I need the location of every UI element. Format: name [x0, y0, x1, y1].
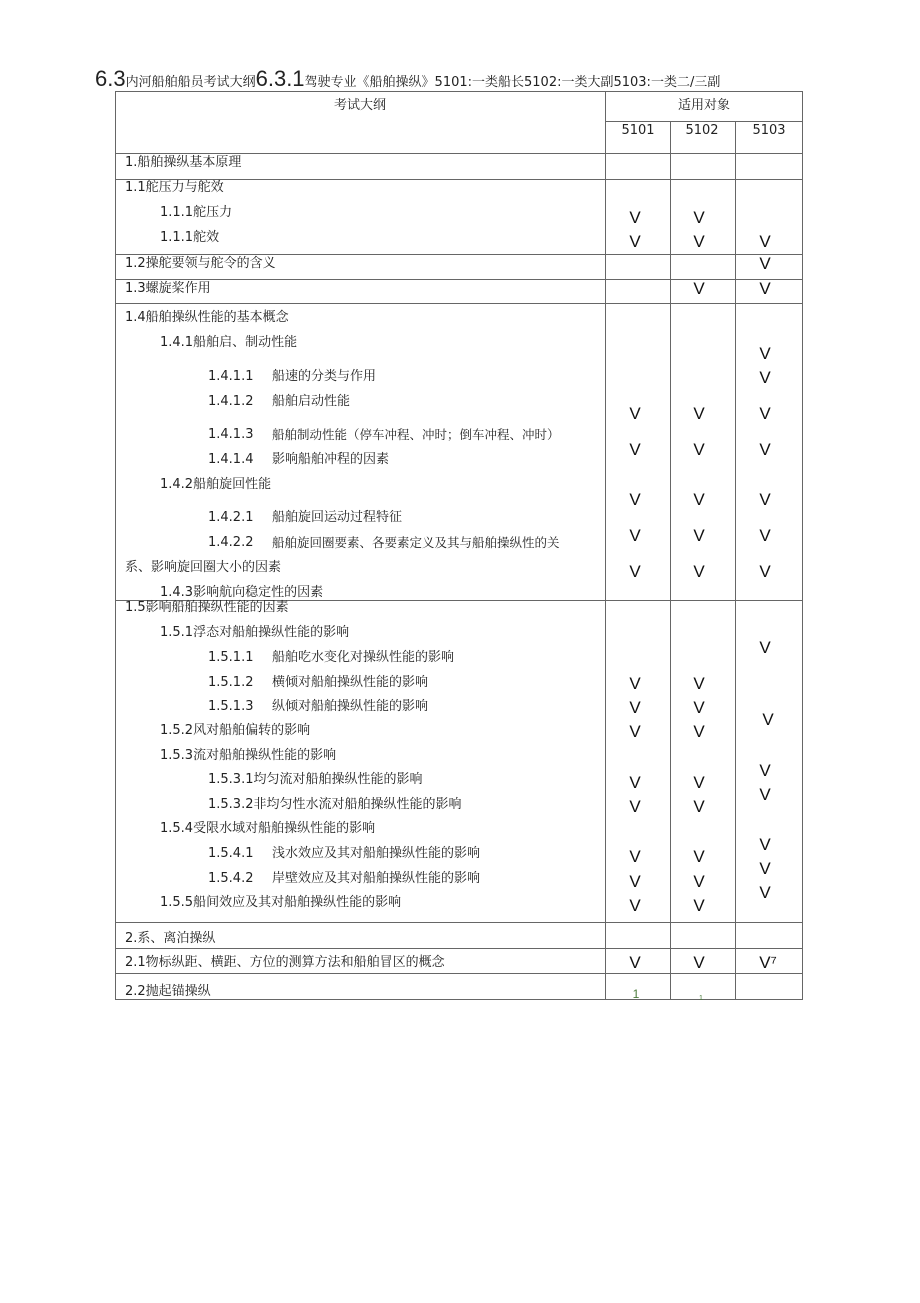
outline-number: 1.4.2.2 [208, 535, 254, 550]
check-mark: V [759, 785, 771, 804]
check-mark: V [693, 773, 705, 792]
outline-item: 纵倾对船舶操纵性能的影响 [272, 699, 429, 714]
check-mark: V⁷ [759, 953, 777, 972]
outline-item: 1.5.5船间效应及其对船舶操纵性能的影响 [160, 895, 402, 910]
header-5103: 5103 [752, 123, 786, 138]
outline-item: 横倾对船舶操纵性能的影响 [272, 675, 429, 690]
outline-item: 2.2抛起锚操纵 [125, 984, 211, 999]
check-mark: V [693, 440, 705, 459]
check-mark: V [762, 710, 774, 729]
outline-item: 1.5.2风对船舶偏转的影响 [160, 723, 311, 738]
outline-item: 1.2操舵要领与舵令的含义 [125, 256, 276, 271]
check-mark: V [629, 490, 641, 509]
outline-item: 1.5影响船舶操纵性能的因素 [125, 600, 289, 615]
header-target: 适用对象 [677, 98, 731, 113]
check-mark: V [629, 440, 641, 459]
check-mark: V [693, 722, 705, 741]
check-mark: V [629, 896, 641, 915]
check-mark: V [759, 883, 771, 902]
check-mark: V [693, 279, 705, 298]
header-5102: 5102 [685, 123, 719, 138]
check-mark: V [629, 562, 641, 581]
check-mark: V [759, 638, 771, 657]
row-divider [115, 303, 803, 304]
row-divider [115, 948, 803, 949]
outline-item: 船舶吃水变化对操纵性能的影响 [272, 650, 455, 665]
outline-number: 1.4.1.3 [208, 427, 254, 442]
check-mark: V [693, 232, 705, 251]
check-mark: V [629, 773, 641, 792]
check-mark: V [759, 368, 771, 387]
check-mark: V [759, 526, 771, 545]
outline-item: 1.5.3流对船舶操纵性能的影响 [160, 748, 337, 763]
check-mark: V [693, 562, 705, 581]
check-mark: V [693, 847, 705, 866]
check-mark: V [693, 698, 705, 717]
check-mark: V [693, 674, 705, 693]
outline-item: 1.4.2船舶旋回性能 [160, 477, 272, 492]
check-mark: V [693, 526, 705, 545]
outline-item: 1.4.1船舶启、制动性能 [160, 335, 298, 350]
check-mark: V [759, 859, 771, 878]
check-mark: V [629, 232, 641, 251]
check-mark: V [759, 404, 771, 423]
row-divider [605, 121, 803, 122]
column-divider [670, 121, 671, 1000]
outline-item: 船舶旋回运动过程特征 [272, 510, 403, 525]
check-mark: V [629, 208, 641, 227]
check-mark: V [693, 208, 705, 227]
outline-number: 1.5.1.1 [208, 650, 254, 665]
check-mark: V [629, 674, 641, 693]
outline-item: 1.5.4受限水域对船舶操纵性能的影响 [160, 821, 376, 836]
outline-item: 1.3螺旋桨作用 [125, 281, 211, 296]
check-mark: V [759, 562, 771, 581]
outline-item: 岸壁效应及其对船舶操纵性能的影响 [272, 871, 481, 886]
footnote-mark: 1 [632, 987, 640, 1001]
outline-item: 浅水效应及其对船舶操纵性能的影响 [272, 846, 481, 861]
outline-item: 2.1物标纵距、横距、方位的测算方法和船舶冒区的概念 [125, 955, 445, 970]
row-divider [115, 91, 803, 92]
check-mark: V [629, 722, 641, 741]
check-mark: V [759, 279, 771, 298]
check-mark: V [629, 404, 641, 423]
row-divider [115, 153, 803, 154]
check-mark: V [693, 797, 705, 816]
outline-item: 1.4.3影响航向稳定性的因素 [160, 585, 324, 600]
row-divider [115, 254, 803, 255]
check-mark: V [693, 490, 705, 509]
table-border [115, 91, 116, 1000]
outline-number: 1.4.2.1 [208, 510, 254, 525]
check-mark: V [629, 953, 641, 972]
check-mark: V [693, 404, 705, 423]
header-outline: 考试大纲 [333, 98, 387, 113]
subsection-title: 驾驶专业《船舶操纵》5101:一类船长5102:一类大副5103:一类二/三副 [304, 75, 721, 90]
outline-item: 船速的分类与作用 [272, 369, 377, 384]
header-5101: 5101 [621, 123, 655, 138]
outline-item: 1.1.1舵压力 [160, 205, 233, 220]
outline-number: 1.5.1.2 [208, 675, 254, 690]
document-title [95, 66, 720, 92]
outline-item: 船舶旋回圈要素、各要素定义及其与船舶操纵性的关 [272, 535, 560, 550]
check-mark: V [693, 872, 705, 891]
outline-number: 1.5.4.1 [208, 846, 254, 861]
outline-item: 系、影响旋回圈大小的因素 [125, 560, 282, 575]
section-number: 6.3 [95, 66, 126, 91]
row-divider [115, 922, 803, 923]
outline-item: 2.系、离泊操纵 [125, 931, 216, 946]
row-divider [115, 973, 803, 974]
outline-item: 1.船舶操纵基本原理 [125, 155, 242, 170]
outline-item: 影响船舶冲程的因素 [272, 452, 390, 467]
outline-item: 1.5.3.2非均匀性水流对船舶操纵性能的影响 [208, 797, 462, 812]
check-mark: V [693, 953, 705, 972]
subsection-number: 6.3.1 [255, 66, 305, 91]
check-mark: V [759, 490, 771, 509]
outline-item: 1.4船舶操纵性能的基本概念 [125, 310, 289, 325]
check-mark: V [759, 344, 771, 363]
outline-item: 1.1舵压力与舵效 [125, 180, 224, 195]
column-divider [605, 91, 606, 1000]
table-border [802, 91, 803, 1000]
outline-number: 1.5.4.2 [208, 871, 254, 886]
check-mark: V [629, 526, 641, 545]
check-mark: V [629, 872, 641, 891]
outline-number: 1.5.1.3 [208, 699, 254, 714]
outline-item: 船舶制动性能（停车冲程、冲时；倒车冲程、冲时） [272, 427, 560, 442]
check-mark: V [759, 232, 771, 251]
outline-number: 1.4.1.2 [208, 394, 254, 409]
check-mark: V [759, 835, 771, 854]
check-mark: V [629, 698, 641, 717]
check-mark: V [693, 896, 705, 915]
check-mark: V [629, 847, 641, 866]
check-mark: V [759, 761, 771, 780]
outline-item: 1.5.1浮态对船舶操纵性能的影响 [160, 625, 350, 640]
check-mark: V [759, 440, 771, 459]
outline-item: 1.1.1舵效 [160, 230, 220, 245]
column-divider [735, 121, 736, 1000]
check-mark: V [629, 797, 641, 816]
outline-number: 1.4.1.4 [208, 452, 254, 467]
footnote-mark: 1 [699, 995, 703, 1002]
clipped-row [116, 583, 604, 600]
check-mark: V [759, 254, 771, 273]
section-title: 内河船舶船员考试大纲 [125, 75, 256, 90]
outline-item: 1.5.3.1均匀流对船舶操纵性能的影响 [208, 772, 423, 787]
outline-number: 1.4.1.1 [208, 369, 254, 384]
outline-item: 船舶启动性能 [272, 394, 351, 409]
